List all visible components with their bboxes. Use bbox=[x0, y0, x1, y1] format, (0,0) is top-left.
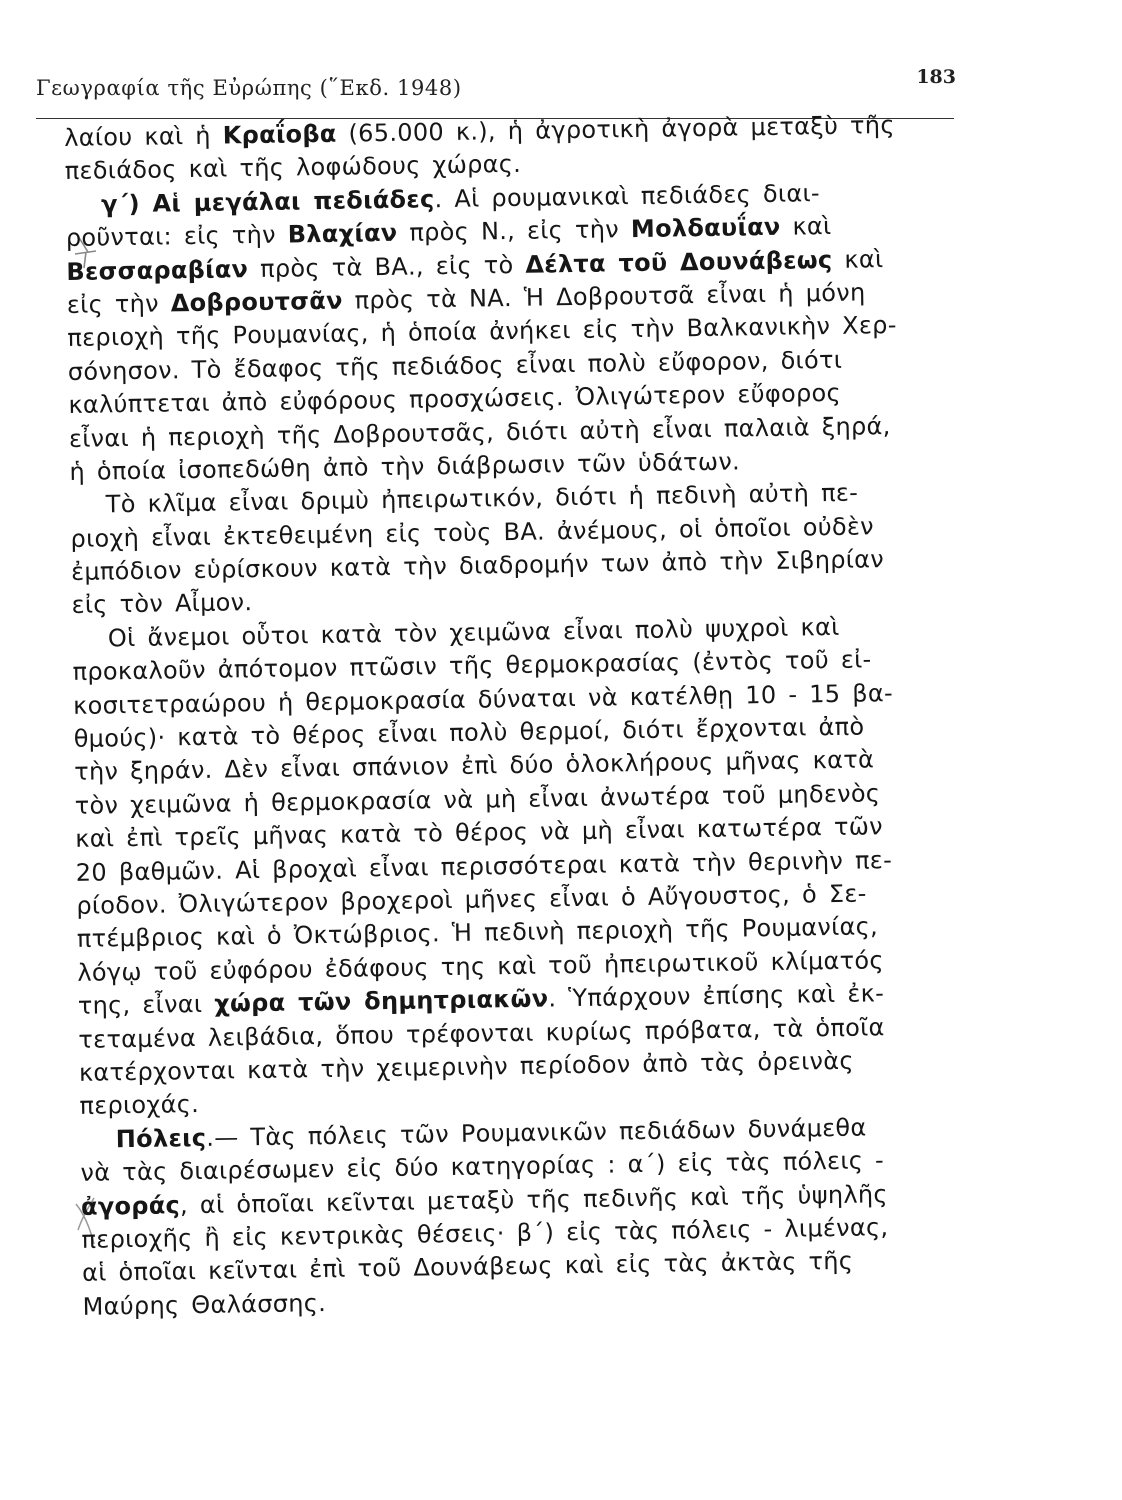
bold-term: Μολδαυΐαν bbox=[630, 212, 781, 244]
text-line: τεταμένα λειβάδια, ὅπου τρέφονται κυρίως πρόβατα, τὰ ὁποῖα bbox=[78, 1012, 885, 1054]
text-line: της, εἶναι χώρα τῶν δημητριακῶν. Ὑπάρχουν ἐπίσης καὶ ἐκ- bbox=[77, 979, 885, 1021]
book-title-header: Γεωγραφία τῆς Εὐρώπης (῞Εκδ. 1948) bbox=[36, 76, 462, 100]
text-line: ἡ ὁποία ἰσοπεδώθη ἀπὸ τὴν διάβρωσιν τῶν ὑδάτων. bbox=[69, 447, 741, 486]
text-line: εἶναι ἡ περιοχὴ τῆς Δοβρουτσᾶς, διότι αὐτὴ εἶναι παλαιὰ ξηρά, bbox=[68, 411, 891, 453]
bold-term: χώρα τῶν δημητριακῶν bbox=[214, 984, 549, 1018]
section-heading: γ΄) Αἱ μεγάλαι πεδιάδες bbox=[100, 184, 435, 219]
running-head bbox=[36, 62, 956, 104]
text-line: Μαύρης Θαλάσσης. bbox=[82, 1288, 327, 1321]
text-line: ριοχὴ εἶναι ἐκτεθειμένη εἰς τοὺς ΒΑ. ἀνέμους, οἱ ὁποῖοι οὐδὲν bbox=[70, 512, 875, 553]
text-line: περιοχάς. bbox=[79, 1090, 200, 1121]
text-line: ἐμπόδιον εὑρίσκουν κατὰ τὴν διαδρομήν των ἀπὸ τὴν Σιβηρίαν bbox=[70, 545, 885, 587]
text-line: ρίοδον. Ὀλιγώτερον βροχεροὶ μῆνες εἶναι ὁ Αὔγουστος, ὁ Σε- bbox=[76, 879, 867, 920]
text-line: ροῦνται: εἰς τὴν Βλαχίαν πρὸς Ν., εἰς τὴν Μολδαυΐαν καὶ bbox=[65, 212, 832, 253]
bold-term: Βλαχίαν bbox=[287, 218, 398, 249]
section-heading: Πόλεις bbox=[115, 1123, 207, 1154]
text-line: περιοχῆς ἢ εἰς κεντρικὰς θέσεις· β΄) εἰς τὰς πόλεις - λιμένας, bbox=[81, 1213, 889, 1254]
text-line: προκαλοῦν ἀπότομον πτῶσιν τῆς θερμοκρασίας (ἐντὸς τοῦ εἰ- bbox=[72, 645, 872, 687]
bold-term: Βεσσαραβίαν bbox=[66, 254, 249, 286]
text-line: τὴν ξηράν. Δὲν εἶναι σπάνιον ἐπὶ δύο ὁλοκλήρους μῆνας κατὰ bbox=[73, 745, 875, 787]
text-line: 20 βαθμῶν. Αἱ βροχαὶ εἶναι περισσότεραι κατὰ τὴν θερινὴν πε- bbox=[75, 845, 893, 887]
page-number: 183 bbox=[916, 66, 956, 88]
text-line: Πόλεις.— Τὰς πόλεις τῶν Ρουμανικῶν πεδιάδων δυνάμεθα bbox=[115, 1113, 867, 1154]
text-line: Οἱ ἄνεμοι οὗτοι κατὰ τὸν χειμῶνα εἶναι πολὺ ψυχροὶ καὶ bbox=[107, 612, 840, 653]
text-line: κατέρχονται κατὰ τὴν χειμερινὴν περίοδον ἀπὸ τὰς ὀρεινὰς bbox=[78, 1046, 854, 1087]
text-line: εἰς τὸν Αἶμον. bbox=[71, 588, 253, 620]
text-line: αἱ ὁποῖαι κεῖνται ἐπὶ τοῦ Δουνάβεως καὶ εἰς τὰς ἀκτὰς τῆς bbox=[81, 1247, 854, 1288]
text-line: λαίου καὶ ἡ Κραΐοβα (65.000 κ.), ἡ ἀγροτικὴ ἀγορὰ μεταξὺ τῆς bbox=[64, 110, 895, 152]
text-line: τὸν χειμῶνα ἡ θερμοκρασία νὰ μὴ εἶναι ἀνωτέρα τοῦ μηδενὸς bbox=[74, 779, 881, 820]
text-line: ἀγοράς, αἱ ὁποῖαι κεῖνται μεταξὺ τῆς πεδινῆς καὶ τῆς ὑψηλῆς bbox=[80, 1179, 888, 1221]
text-line: θμούς)· κατὰ τὸ θέρος εἶναι πολὺ θερμοί, διότι ἔρχονται ἀπὸ bbox=[73, 712, 865, 753]
bold-term: ἀγοράς bbox=[80, 1190, 181, 1221]
text-line: περιοχὴ τῆς Ρουμανίας, ἡ ὁποία ἀνήκει εἰς τὴν Βαλκανικὴν Χερ- bbox=[67, 311, 897, 353]
text-line: καλύπτεται ἀπὸ εὐφόρους προσχώσεις. Ὀλιγώτερον εὔφορος bbox=[68, 378, 842, 420]
text-line: σόνησον. Τὸ ἔδαφος τῆς πεδιάδος εἶναι πολὺ εὔφορον, διότι bbox=[67, 345, 843, 386]
text-line: εἰς τὴν Δοβρουτσᾶν πρὸς τὰ ΝΑ. Ἡ Δοβρουτσᾶ εἶναι ἡ μόνη bbox=[66, 278, 866, 319]
text-line: πεδιάδος καὶ τῆς λοφώδους χώρας. bbox=[64, 150, 522, 186]
bold-term: Δοβρουτσᾶν bbox=[170, 286, 343, 318]
text-line: κοσιτετραώρου ἡ θερμοκρασία δύναται νὰ κατέλθῃ 10 - 15 βα- bbox=[72, 678, 894, 720]
text-line: λόγῳ τοῦ εὐφόρου ἐδάφους της καὶ τοῦ ἠπειρωτικοῦ κλίματός bbox=[77, 945, 884, 987]
text-line: Βεσσαραβίαν πρὸς τὰ ΒΑ., εἰς τὸ Δέλτα τοῦ Δουνάβεως καὶ bbox=[66, 244, 884, 286]
text-line: νὰ τὰς διαιρέσωμεν εἰς δύο κατηγορίας : α΄) εἰς τὰς πόλεις - bbox=[80, 1146, 885, 1187]
bold-term: Δέλτα τοῦ Δουνάβεως bbox=[525, 245, 833, 279]
main-text-block bbox=[64, 108, 983, 1324]
text-line: Τὸ κλῖμα εἶναι δριμὺ ἠπειρωτικόν, διότι ἡ πεδινὴ αὐτὴ πε- bbox=[105, 478, 859, 519]
text-line: γ΄) Αἱ μεγάλαι πεδιάδες. Αἱ ρουμανικαὶ πεδιάδες διαι- bbox=[100, 178, 821, 219]
text-line: πτέμβριος καὶ ὁ Ὀκτώβριος. Ἡ πεδινὴ περιοχὴ τῆς Ρουμανίας, bbox=[76, 912, 879, 954]
text-line: καὶ ἐπὶ τρεῖς μῆνας κατὰ τὸ θέρος νὰ μὴ εἶναι κατωτέρα τῶν bbox=[75, 812, 884, 854]
bold-term: Κραΐοβα bbox=[222, 119, 337, 150]
